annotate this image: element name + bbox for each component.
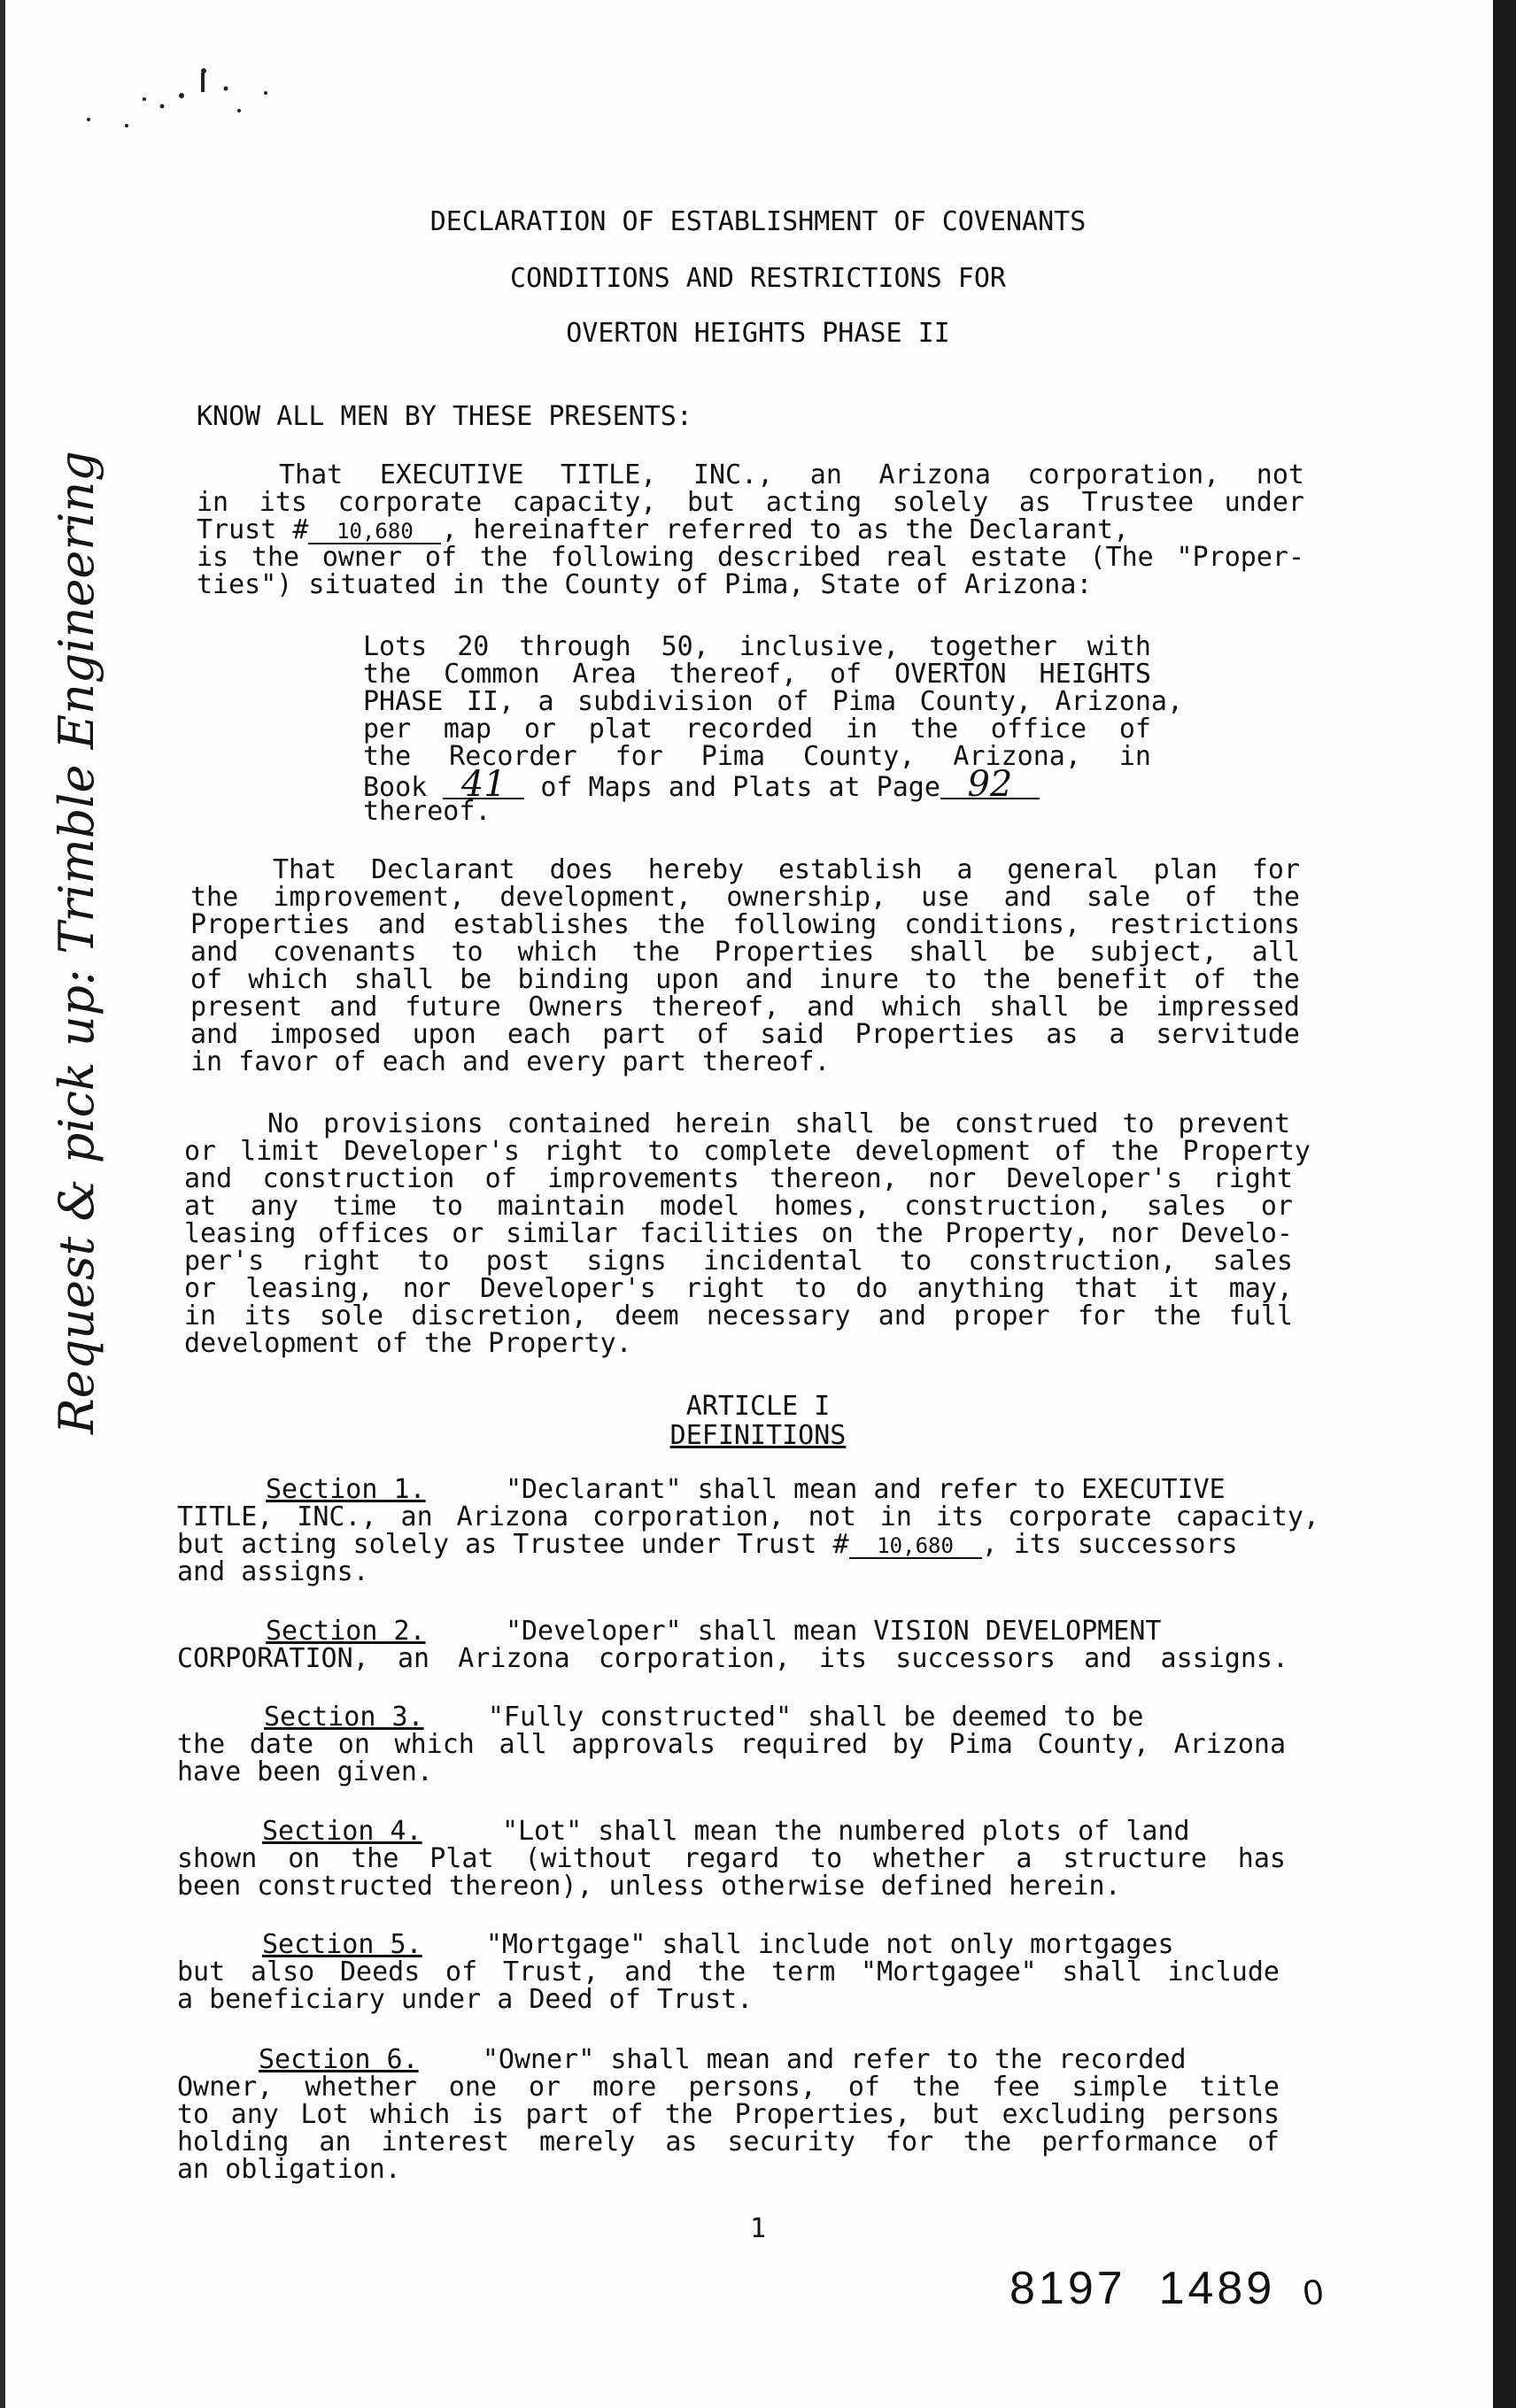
section-1-text: "Declarant" shall mean and refer to EXECUTIVE: [505, 1474, 1226, 1505]
handwritten-margin-note: Request & pick up: Trimble Engineering: [49, 451, 104, 1434]
para3-line-4: at any time to maintain model homes, construction, sales or: [184, 1191, 1293, 1222]
para3-line-9: development of the Property.: [184, 1328, 632, 1359]
title-line-2: CONDITIONS AND RESTRICTIONS FOR: [510, 263, 1006, 294]
article-number: ARTICLE I: [685, 1391, 831, 1422]
para1-trust-suffix: , hereinafter referred to as the Declarant,: [441, 514, 1130, 545]
legal-line-2: the Common Area thereof, of OVERTON HEIGHTS: [363, 659, 1151, 690]
para3-line-8: in its sole discretion, deem necessary and proper for the full: [184, 1300, 1293, 1331]
section-2-label: Section 2.: [266, 1616, 426, 1647]
section-1-trust-suffix: , its successors: [981, 1529, 1238, 1560]
section-1-line-3: [177, 1529, 1238, 1560]
section-5-text: "Mortgage" shall include not only mortgages: [485, 1929, 1174, 1960]
legal-line-5: the Recorder for Pima County, Arizona, in: [363, 741, 1151, 772]
para1-line-1: That EXECUTIVE TITLE, INC., an Arizona corporation, not: [279, 459, 1304, 490]
legal-book-prefix: Book: [363, 772, 428, 803]
book-number-field: 41: [443, 771, 524, 799]
para1-line-4: is the owner of the following described real estate (The "Proper-: [197, 542, 1304, 573]
section-6-line-2: Owner, whether one or more persons, of the fee simple title: [177, 2072, 1280, 2103]
para1-line-3: [197, 514, 1130, 545]
section-1-label: Section 1.: [266, 1474, 426, 1505]
para2-line-6: present and future Owners thereof, and which shall be impressed: [190, 992, 1300, 1023]
section-5-line-2: but also Deeds of Trust, and the term "Mortgagee" shall include: [177, 1956, 1280, 1987]
scan-edge-left: [0, 0, 5, 2408]
para3-line-6: per's right to post signs incidental to construction, sales: [184, 1246, 1293, 1277]
para2-line-1: That Declarant does hereby establish a general plan for: [273, 854, 1300, 885]
section-2-line-1: [266, 1618, 1161, 1645]
legal-line-3: PHASE II, a subdivision of Pima County, Arizona,: [363, 686, 1183, 717]
section-4-line-2: shown on the Plat (without regard to whether a structure has: [177, 1843, 1286, 1874]
section-1-trust-number-field: 10,680: [849, 1534, 982, 1559]
opening-line: KNOW ALL MEN BY THESE PRESENTS:: [197, 401, 692, 432]
legal-line-7: thereof.: [363, 796, 491, 827]
section-5-line-1: [262, 1929, 1174, 1960]
section-3-line-1: [264, 1704, 1143, 1731]
title-line-3: OVERTON HEIGHTS PHASE II: [566, 318, 950, 349]
para2-line-2: the improvement, development, ownership, use and sale of the: [190, 882, 1300, 913]
section-3-line-3: have been given.: [177, 1756, 433, 1787]
para2-line-3: Properties and establishes the following conditions, restrictions: [190, 909, 1300, 940]
legal-book-mid: of Maps and Plats at Page: [540, 772, 940, 803]
recording-stamp: 8197 1489: [1009, 2263, 1276, 2314]
section-3-label: Section 3.: [264, 1702, 424, 1733]
para1-line-5: ties") situated in the County of Pima, State of Arizona:: [197, 569, 1093, 600]
section-1-trust-prefix: but acting solely as Trustee under Trust #: [177, 1529, 849, 1560]
section-6-text: "Owner" shall mean and refer to the recorded: [482, 2044, 1187, 2075]
section-2-text: "Developer" shall mean VISION DEVELOPMENT: [505, 1616, 1162, 1647]
section-4-line-1: [262, 1818, 1190, 1845]
para2-line-4: and covenants to which the Properties shall be subject, all: [190, 937, 1300, 968]
scan-specks: [84, 53, 456, 142]
para3-line-1: No provisions contained herein shall be construed to prevent: [267, 1108, 1290, 1139]
para2-line-5: of which shall be binding upon and inure to the benefit of the: [190, 964, 1300, 995]
title-line-1: DECLARATION OF ESTABLISHMENT OF COVENANTS: [429, 206, 1087, 237]
para3-line-2: or limit Developer's right to complete development of the Property: [184, 1136, 1311, 1167]
legal-line-1: Lots 20 through 50, inclusive, together with: [363, 631, 1151, 662]
para2-line-8: in favor of each and every part thereof.: [190, 1046, 831, 1077]
scan-edge-right: [1493, 0, 1516, 2408]
page-number: 1: [749, 2213, 767, 2244]
section-3-text: "Fully constructed" shall be deemed to be: [487, 1702, 1144, 1733]
section-6-label: Section 6.: [259, 2044, 419, 2075]
para1-line-2: in its corporate capacity, but acting solely as Trustee under: [197, 487, 1304, 518]
para3-line-5: leasing offices or similar facilities on the Property, nor Develo-: [184, 1218, 1293, 1249]
section-1-line-2: TITLE, INC., an Arizona corporation, not in its corporate capacity,: [177, 1501, 1319, 1532]
section-1-line-4: and assigns.: [177, 1556, 369, 1587]
para3-line-3: and construction of improvements thereon, nor Developer's right: [184, 1163, 1293, 1194]
page-number-field: 92: [940, 771, 1040, 799]
section-4-line-3: been constructed thereon), unless otherwise defined herein.: [177, 1871, 1121, 1902]
section-1-line-1: [266, 1474, 1226, 1505]
section-5-line-3: a beneficiary under a Deed of Trust.: [177, 1984, 754, 2015]
section-3-line-2: the date on which all approvals required by Pima County, Arizona: [177, 1729, 1286, 1760]
section-6-line-4: holding an interest merely as security for the performance of: [177, 2126, 1280, 2157]
legal-line-4: per map or plat recorded in the office of: [363, 714, 1151, 745]
section-6-line-5: an obligation.: [177, 2154, 401, 2185]
section-6-line-3: to any Lot which is part of the Properties, but excluding persons: [177, 2099, 1280, 2130]
section-2-line-2: CORPORATION, an Arizona corporation, its successors and assigns.: [177, 1643, 1288, 1674]
section-4-text: "Lot" shall mean the numbered plots of land: [501, 1816, 1190, 1847]
section-5-label: Section 5.: [262, 1929, 422, 1960]
section-6-line-1: [259, 2044, 1187, 2075]
para2-line-7: and imposed upon each part of said Properties as a servitude: [190, 1019, 1300, 1050]
para1-trust-prefix: Trust #: [197, 514, 309, 545]
trust-number-field: 10,680: [308, 520, 441, 544]
section-4-label: Section 4.: [262, 1816, 422, 1847]
para3-line-7: or leasing, nor Developer's right to do anything that it may,: [184, 1273, 1293, 1304]
stamp-mark: 0: [1300, 2272, 1326, 2314]
article-title: DEFINITIONS: [669, 1420, 847, 1451]
